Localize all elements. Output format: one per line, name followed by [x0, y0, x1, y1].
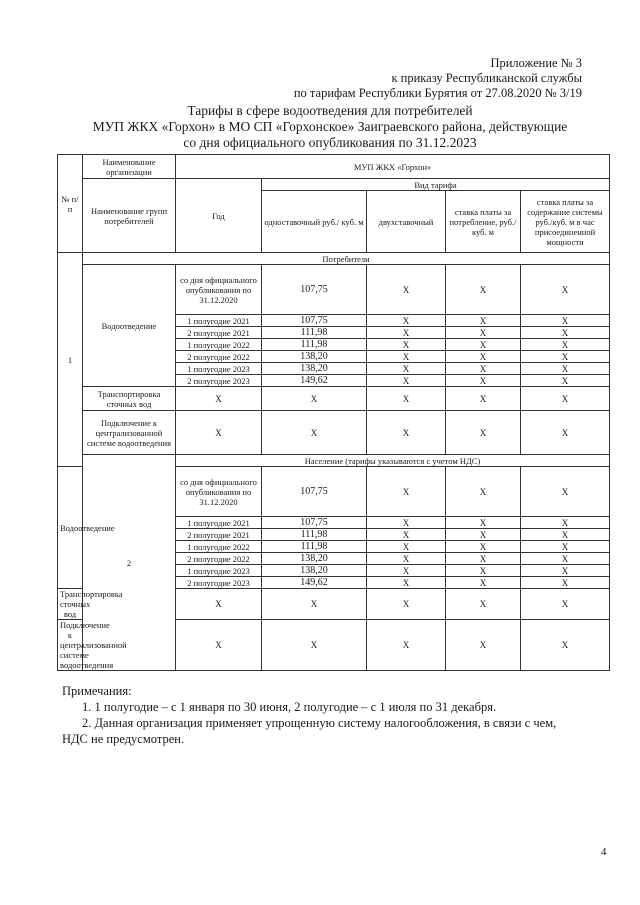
year-cell: X [176, 589, 262, 620]
page-number: 4 [601, 846, 607, 858]
maintenance-rate-value: X [521, 529, 610, 541]
year-cell: X [176, 411, 262, 455]
maintenance-rate-value: X [521, 467, 610, 517]
consumption-rate-value: X [446, 541, 521, 553]
consumption-rate-value: X [446, 375, 521, 387]
single-rate-value: X [262, 589, 367, 620]
two-rate-value: X [367, 387, 446, 411]
title-line-1: Тарифы в сфере водоотведения для потребителей [187, 103, 473, 118]
maintenance-rate-value: X [521, 565, 610, 577]
single-rate-value: 138,20 [262, 363, 367, 375]
year-cell: 2 полугодие 2021 [176, 327, 262, 339]
two-rate-value: X [367, 363, 446, 375]
single-rate-value: 107,75 [262, 517, 367, 529]
year-cell: со дня официального опубликования по 31.12.2020 [176, 467, 262, 517]
note-1: 1. 1 полугодие – с 1 января по 30 июня, 2 полугодие – с 1 июля по 31 декабря. [82, 700, 497, 714]
connection-label: Подключение к централизованной системе водоотведения [58, 620, 83, 671]
table-row [58, 387, 610, 411]
section-number: 1 [58, 253, 83, 467]
year-cell: 2 полугодие 2023 [176, 577, 262, 589]
col-single-rate-header: одноставочный руб./ куб. м [262, 191, 367, 253]
year-cell: со дня официального опубликования по 31.12.2020 [176, 265, 262, 315]
transport-label: Транспортировка сточных вод [83, 387, 176, 411]
consumption-rate-value: X [446, 327, 521, 339]
maintenance-rate-value: X [521, 541, 610, 553]
section-header: Потребители [83, 253, 610, 265]
two-rate-value: X [367, 517, 446, 529]
single-rate-value: 107,75 [262, 467, 367, 517]
tariff-table [57, 154, 610, 671]
org-name-header: Наименование организации [83, 155, 176, 179]
maintenance-rate-value: X [521, 387, 610, 411]
maintenance-rate-value: X [521, 315, 610, 327]
section-header: Население (тарифы указываются с учетом НДС) [176, 455, 610, 467]
single-rate-value: 149,62 [262, 375, 367, 387]
groups-header: Наименование групп потребителей [83, 179, 176, 253]
consumption-rate-value: X [446, 529, 521, 541]
single-rate-value: 138,20 [262, 553, 367, 565]
year-cell: 1 полугодие 2022 [176, 541, 262, 553]
maintenance-rate-value: X [521, 339, 610, 351]
year-cell: 2 полугодие 2022 [176, 553, 262, 565]
table-row [58, 265, 610, 315]
note-2-line-1: 2. Данная организация применяет упрощенную систему налогообложения, в связи с чем, [82, 716, 557, 730]
appendix-line-2: к приказу Республиканской службы [391, 71, 582, 85]
num-header: № п/п [58, 155, 83, 253]
consumption-rate-value: X [446, 553, 521, 565]
section-header-row [58, 455, 610, 467]
consumption-rate-value: X [446, 411, 521, 455]
single-rate-value: 111,98 [262, 529, 367, 541]
year-cell: 2 полугодие 2022 [176, 351, 262, 363]
two-rate-value: X [367, 327, 446, 339]
consumption-rate-value: X [446, 351, 521, 363]
section-header-row [58, 253, 610, 265]
maintenance-rate-value: X [521, 517, 610, 529]
consumption-rate-value: X [446, 363, 521, 375]
notes-block [62, 683, 590, 747]
consumption-rate-value: X [446, 577, 521, 589]
consumption-rate-value: X [446, 467, 521, 517]
maintenance-rate-value: X [521, 327, 610, 339]
consumption-rate-value: X [446, 589, 521, 620]
consumption-rate-value: X [446, 315, 521, 327]
single-rate-value: 149,62 [262, 577, 367, 589]
year-cell: 1 полугодие 2021 [176, 517, 262, 529]
year-cell: X [176, 387, 262, 411]
year-cell: 1 полугодие 2021 [176, 315, 262, 327]
single-rate-value: X [262, 620, 367, 671]
consumption-rate-value: X [446, 387, 521, 411]
maintenance-rate-value: X [521, 375, 610, 387]
col-two-rate-header: двухставочный [367, 191, 446, 253]
two-rate-value: X [367, 589, 446, 620]
maintenance-rate-value: X [521, 589, 610, 620]
maintenance-rate-value: X [521, 265, 610, 315]
single-rate-value: 111,98 [262, 541, 367, 553]
transport-label: Транспортировка сточных вод [58, 589, 83, 620]
title-line-2: МУП ЖКХ «Горхон» в МО СП «Горхонское» Заиграевского района, действующие [92, 119, 568, 134]
table-row [58, 411, 610, 455]
two-rate-value: X [367, 565, 446, 577]
single-rate-value: 138,20 [262, 565, 367, 577]
single-rate-value: 111,98 [262, 327, 367, 339]
appendix-line-1: Приложение № 3 [490, 56, 582, 70]
single-rate-value: X [262, 411, 367, 455]
two-rate-value: X [367, 467, 446, 517]
two-rate-value: X [367, 351, 446, 363]
two-rate-value: X [367, 553, 446, 565]
maintenance-rate-value: X [521, 620, 610, 671]
two-rate-value: X [367, 339, 446, 351]
year-cell: 2 полугодие 2021 [176, 529, 262, 541]
two-rate-value: X [367, 529, 446, 541]
consumption-rate-value: X [446, 565, 521, 577]
single-rate-value: 111,98 [262, 339, 367, 351]
single-rate-value: 138,20 [262, 351, 367, 363]
year-header: Год [176, 179, 262, 253]
single-rate-value: X [262, 387, 367, 411]
single-rate-value: 107,75 [262, 265, 367, 315]
two-rate-value: X [367, 315, 446, 327]
maintenance-rate-value: X [521, 411, 610, 455]
tariff-type-header: Вид тарифа [262, 179, 610, 191]
maintenance-rate-value: X [521, 351, 610, 363]
drainage-label: Водоотведение [83, 265, 176, 387]
consumption-rate-value: X [446, 517, 521, 529]
maintenance-rate-value: X [521, 363, 610, 375]
year-cell: X [176, 620, 262, 671]
consumption-rate-value: X [446, 620, 521, 671]
note-2-line-2: НДС не предусмотрен. [62, 732, 185, 746]
consumption-rate-value: X [446, 339, 521, 351]
document-title [90, 103, 570, 151]
two-rate-value: X [367, 375, 446, 387]
year-cell: 1 полугодие 2023 [176, 565, 262, 577]
two-rate-value: X [367, 411, 446, 455]
notes-title: Примечания: [62, 684, 132, 698]
connection-label: Подключение к централизованной системе водоотведения [83, 411, 176, 455]
maintenance-rate-value: X [521, 577, 610, 589]
col-consumption-rate-header: ставка платы за потребление, руб./ куб. м [446, 191, 521, 253]
col-maintenance-rate-header: ставка платы за содержание системы руб./куб. м в час присоединенной мощности [521, 191, 610, 253]
year-cell: 1 полугодие 2023 [176, 363, 262, 375]
year-cell: 1 полугодие 2022 [176, 339, 262, 351]
appendix-reference [294, 56, 582, 101]
maintenance-rate-value: X [521, 553, 610, 565]
two-rate-value: X [367, 541, 446, 553]
single-rate-value: 107,75 [262, 315, 367, 327]
two-rate-value: X [367, 620, 446, 671]
org-name: МУП ЖКХ «Горхон» [176, 155, 610, 179]
drainage-label: Водоотведение [58, 467, 83, 589]
two-rate-value: X [367, 577, 446, 589]
consumption-rate-value: X [446, 265, 521, 315]
two-rate-value: X [367, 265, 446, 315]
title-line-3: со дня официального опубликования по 31.12.2023 [183, 135, 477, 150]
appendix-line-3: по тарифам Республики Бурятия от 27.08.2020 № 3/19 [293, 86, 582, 100]
year-cell: 2 полугодие 2023 [176, 375, 262, 387]
section-number: 2 [83, 455, 176, 671]
